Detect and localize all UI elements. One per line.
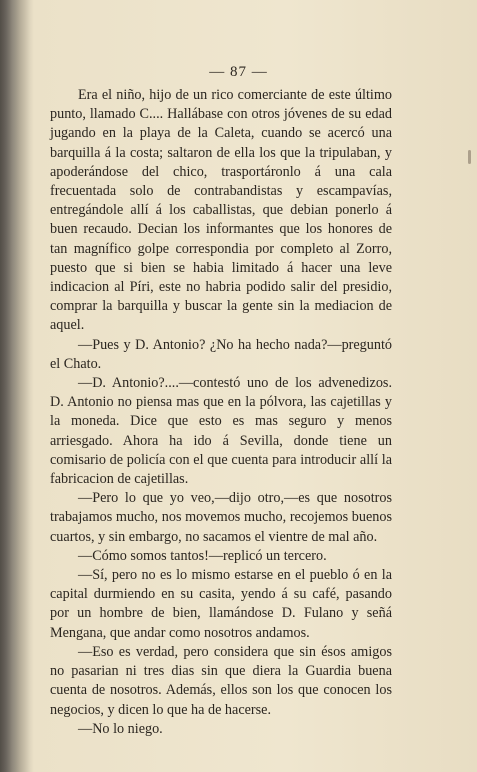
paragraph: Era el niño, hijo de un rico comerciante de este último punto, llamado C.... Hallábase con otros jóvenes de su edad jugando en la playa de la Caleta, cuando se acercó una barquilla á la costa; saltaron de ella los que la tripulaban, y apoderándose del chico, trasportáronlo á una cala frecuentada solo de contrabandistas y escampavías, entregándole allí á los caballistas, que debian ponerlo á buen recaudo. Decian los informantes que los honores de tan magnífico golpe correspondia por completo al Zorro, puesto que si bien se habia limitado á hacer una leve indicacion al Píri, este no habria podido salir del presidio, comprar la barquilla y buscar la gente sin la mediacion de aquel. xyxy=(50,87,392,334)
paragraph: —Sí, pero no es lo mismo estarse en el pueblo ó en la capital durmiendo en su casita, yendo á su café, pasando por un hombre de bien, llamándose D. Fulano y señá Mengana, que andar como nosotros andamos. xyxy=(50,567,392,641)
paragraph: —Pero lo que yo veo,—dijo otro,—es que nosotros trabajamos mucho, nos movemos mucho, recojemos buenos cuartos, y sin embargo, no sacamos el vientre de mal año. xyxy=(50,490,392,545)
body-text xyxy=(50,86,392,739)
paragraph: —Cómo somos tantos!—replicó un tercero. xyxy=(78,547,327,564)
page-number: — 87 — xyxy=(209,64,268,80)
paragraph: —D. Antonio?....—contestó uno de los advenedizos. D. Antonio no piensa mas que en la pólvora, las cajetillas y la moneda. Dice que esto es mas seguro y menos arriesgado. Ahora ha ido á Sevilla, donde tiene un comisario de policía con el que cuenta para introducir allí la fabricacion de cajetillas. xyxy=(50,375,392,488)
paper-stain xyxy=(468,150,471,164)
paragraph: —Pues y D. Antonio? ¿No ha hecho nada?—preguntó el Chato. xyxy=(50,336,392,372)
binding-shadow xyxy=(0,0,34,772)
paragraph: —No lo niego. xyxy=(78,720,163,737)
paragraph: —Eso es verdad, pero considera que sin ésos amigos no pasarian ni tres dias sin que diera la Guardia buena cuenta de nosotros. Además, ellos son los que conocen los negocios, y dicen lo que ha de hacerse. xyxy=(50,643,392,718)
